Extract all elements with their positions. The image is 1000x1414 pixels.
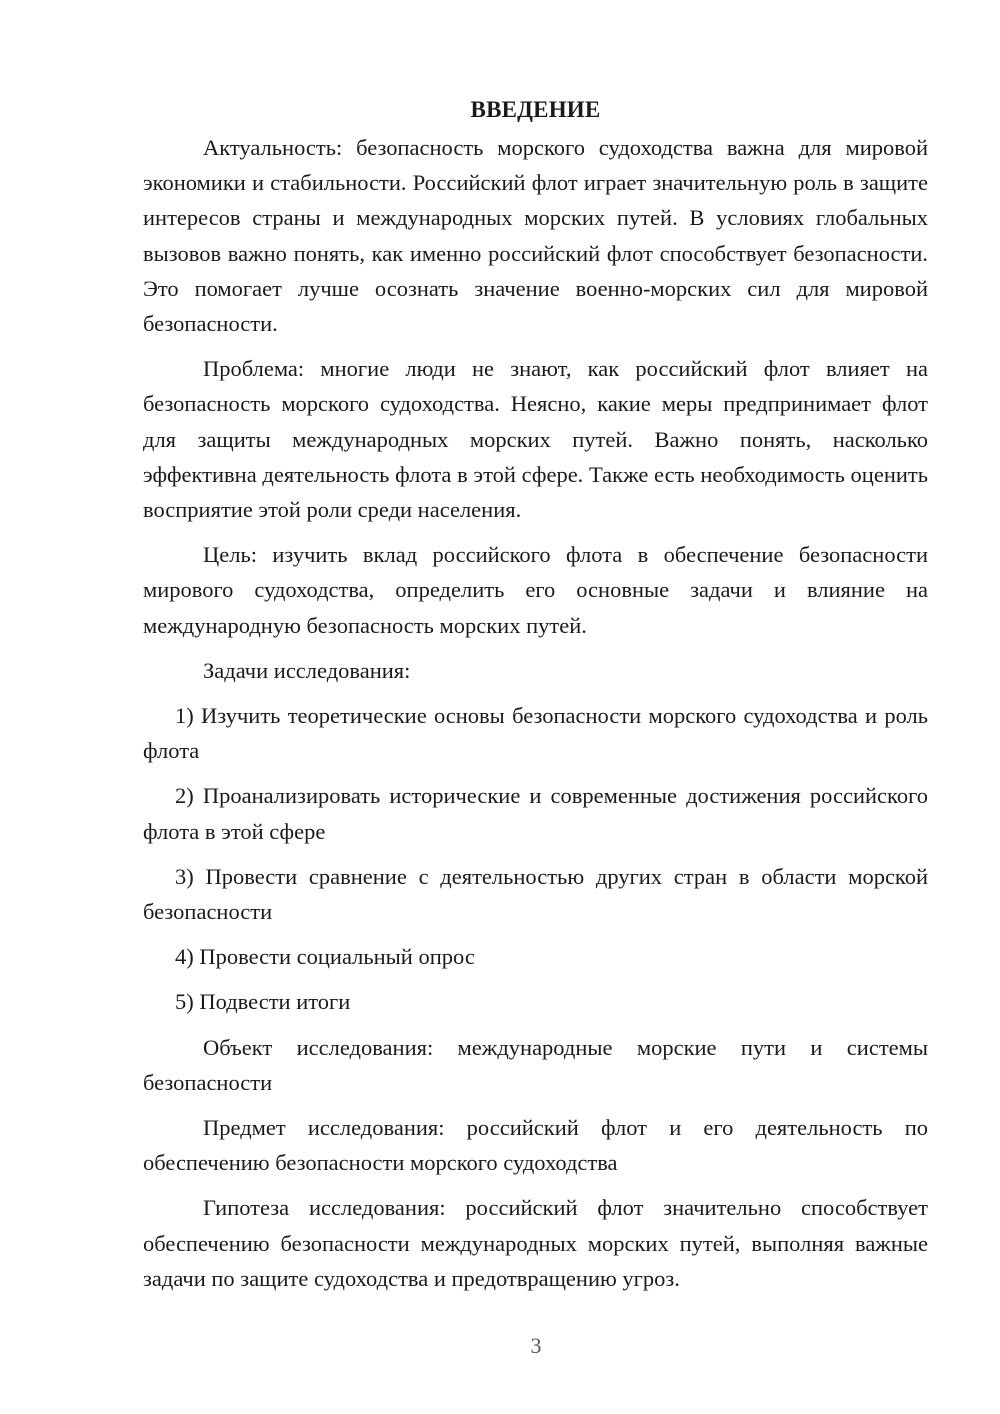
task-text: Провести социальный опрос <box>199 944 475 970</box>
task-number: 1) <box>175 703 194 729</box>
goal-paragraph: Цель: изучить вклад российского флота в обеспечение безопасности мирового судоходства, определить его основные задачи и влияние на международную безопасность морских путей. <box>143 542 928 638</box>
document-page <box>143 92 928 1306</box>
page-number: 3 <box>530 1333 542 1358</box>
task-text: Подвести итоги <box>199 989 351 1015</box>
page-title: ВВЕДЕНИЕ <box>470 97 601 122</box>
task-text: Изучить теоретические основы безопасности морского судоходства и роль флота <box>143 703 929 764</box>
task-number: 4) <box>175 944 194 970</box>
task-number: 3) <box>175 863 194 889</box>
problem-paragraph: Проблема: многие люди не знают, как российский флот влияет на безопасность морского судоходства. Неясно, какие меры предпринимает флот для защиты международных морских путей. Важно понять, насколько эффективна деятельность флота в этой сфере. Также есть необходимость оценить восприятие этой роли среди населения. <box>143 356 928 523</box>
task-text: Проанализировать исторические и современные достижения российского флота в этой сфере <box>143 783 928 844</box>
task-item-5 <box>143 984 928 1019</box>
task-number: 5) <box>175 989 194 1015</box>
task-item-1 <box>143 698 928 768</box>
task-text: Провести сравнение с деятельностью других стран в области морской безопасности <box>143 863 929 925</box>
task-item-3 <box>143 859 928 929</box>
hypothesis-paragraph: Гипотеза исследования: российский флот значительно способствует обеспечению безопасности международных морских путей, выполняя важные задачи по защите судоходства и предотвращению угроз. <box>143 1195 928 1291</box>
task-number: 2) <box>175 783 194 809</box>
task-item-2 <box>143 778 928 848</box>
object-paragraph: Объект исследования: международные морские пути и системы безопасности <box>143 1034 928 1095</box>
tasks-heading: Задачи исследования: <box>203 657 411 683</box>
subject-paragraph: Предмет исследования: российский флот и его деятельность по обеспечению безопасности морского судоходства <box>143 1115 928 1176</box>
task-item-4 <box>143 939 928 974</box>
relevance-paragraph: Актуальность: безопасность морского судоходства важна для мировой экономики и стабильности. Российский флот играет значительную роль в защите интересов страны и международных морских путей. В условиях глобальных вызовов важно понять, как именно российский флот способствует безопасности. Это помогает лучше осознать значение военно-морских сил для мировой безопасности. <box>143 135 928 337</box>
